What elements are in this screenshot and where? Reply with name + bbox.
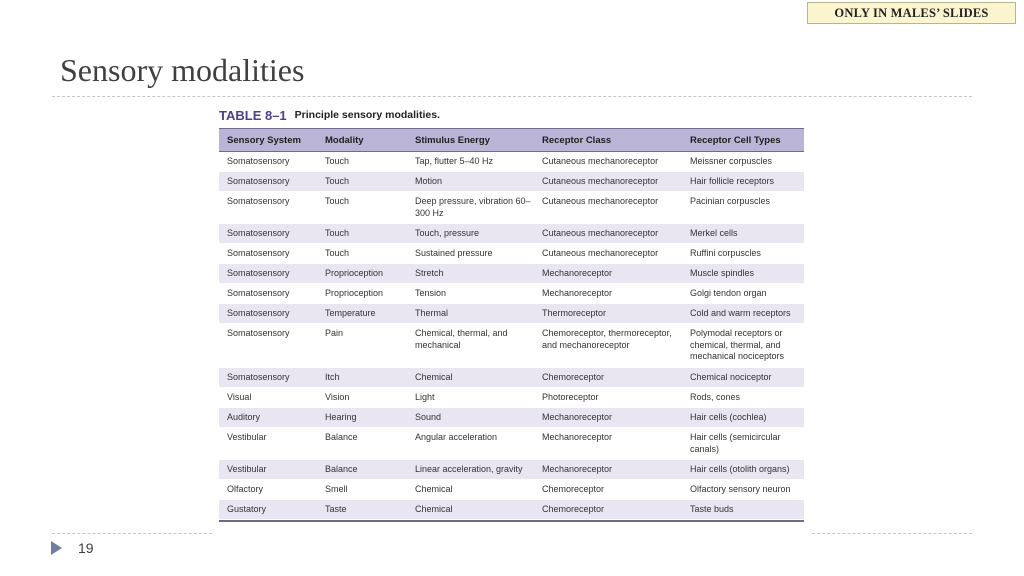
table-cell: Stretch (407, 264, 534, 284)
table-cell: Linear acceleration, gravity (407, 460, 534, 480)
table-row (219, 304, 804, 324)
table-cell: Vestibular (219, 460, 317, 480)
table-row (219, 284, 804, 304)
table-cell: Rods, cones (682, 388, 804, 408)
table-cell: Cutaneous mechanoreceptor (534, 172, 682, 192)
table-cell: Itch (317, 368, 407, 388)
footer-divider-right (812, 533, 972, 534)
table-cell: Golgi tendon organ (682, 284, 804, 304)
table-cell: Somatosensory (219, 304, 317, 324)
table-cell: Proprioception (317, 284, 407, 304)
table-cell: Ruffini corpuscles (682, 244, 804, 264)
table-cell: Mechanoreceptor (534, 428, 682, 460)
only-in-males-slides-badge: ONLY IN MALES’ SLIDES (807, 2, 1016, 24)
table-row (219, 192, 804, 224)
table-label: TABLE 8–1 (219, 107, 287, 123)
table-row (219, 244, 804, 264)
sensory-modalities-table-figure (219, 105, 804, 522)
table-row (219, 428, 804, 460)
table-cell: Proprioception (317, 264, 407, 284)
slide-title: Sensory modalities (60, 52, 305, 88)
table-cell: Hearing (317, 408, 407, 428)
table-cell: Somatosensory (219, 324, 317, 368)
table-cell: Chemical, thermal, and mechanical (407, 324, 534, 368)
table-row (219, 172, 804, 192)
header-sensory-system: Sensory System (219, 129, 317, 152)
table-cell: Light (407, 388, 534, 408)
table-cell: Merkel cells (682, 224, 804, 244)
table-cell: Chemical nociceptor (682, 368, 804, 388)
table-bottom-rule (219, 520, 804, 522)
header-modality: Modality (317, 129, 407, 152)
table-row (219, 408, 804, 428)
table-cell: Temperature (317, 304, 407, 324)
table-cell: Hair cells (semicircular canals) (682, 428, 804, 460)
table-cell: Somatosensory (219, 152, 317, 172)
table-cell: Somatosensory (219, 172, 317, 192)
table-cell: Touch (317, 224, 407, 244)
table-row (219, 480, 804, 500)
table-cell: Chemical (407, 368, 534, 388)
table-cell: Visual (219, 388, 317, 408)
table-cell: Somatosensory (219, 192, 317, 224)
table-cell: Hair follicle receptors (682, 172, 804, 192)
table-cell: Touch (317, 244, 407, 264)
table-caption (219, 105, 804, 125)
table-row (219, 368, 804, 388)
table-cell: Cutaneous mechanoreceptor (534, 152, 682, 172)
table-cell: Chemical (407, 500, 534, 520)
table-cell: Photoreceptor (534, 388, 682, 408)
table-cell: Auditory (219, 408, 317, 428)
table-header-row (219, 129, 804, 152)
table-cell: Tension (407, 284, 534, 304)
table-cell: Mechanoreceptor (534, 284, 682, 304)
table-cell: Sustained pressure (407, 244, 534, 264)
table-cell: Olfactory sensory neuron (682, 480, 804, 500)
table-cell: Touch (317, 152, 407, 172)
table-cell: Somatosensory (219, 284, 317, 304)
table-cell: Motion (407, 172, 534, 192)
table-cell: Deep pressure, vibration 60–300 Hz (407, 192, 534, 224)
table-cell: Muscle spindles (682, 264, 804, 284)
table-cell: Pacinian corpuscles (682, 192, 804, 224)
table-row (219, 324, 804, 368)
table-cell: Somatosensory (219, 224, 317, 244)
table-cell: Pain (317, 324, 407, 368)
title-divider (52, 96, 972, 97)
table-cell: Balance (317, 428, 407, 460)
page-number: 19 (78, 540, 94, 556)
table-caption-text: Principle sensory modalities. (294, 109, 440, 121)
table-cell: Mechanoreceptor (534, 460, 682, 480)
header-stimulus-energy: Stimulus Energy (407, 129, 534, 152)
header-receptor-class: Receptor Class (534, 129, 682, 152)
table-cell: Sound (407, 408, 534, 428)
table-cell: Touch, pressure (407, 224, 534, 244)
table-cell: Cutaneous mechanoreceptor (534, 224, 682, 244)
table-row (219, 264, 804, 284)
table-cell: Chemical (407, 480, 534, 500)
table-cell: Touch (317, 172, 407, 192)
table-cell: Taste buds (682, 500, 804, 520)
table-cell: Cutaneous mechanoreceptor (534, 244, 682, 264)
table-cell: Somatosensory (219, 368, 317, 388)
table-cell: Cold and warm receptors (682, 304, 804, 324)
table-cell: Chemoreceptor (534, 480, 682, 500)
table-row (219, 500, 804, 520)
table-cell: Thermal (407, 304, 534, 324)
table-cell: Taste (317, 500, 407, 520)
table-cell: Smell (317, 480, 407, 500)
table-cell: Gustatory (219, 500, 317, 520)
table-cell: Angular acceleration (407, 428, 534, 460)
table-row (219, 460, 804, 480)
table-cell: Polymodal receptors or chemical, thermal, and mechanical nociceptors (682, 324, 804, 368)
table-cell: Mechanoreceptor (534, 264, 682, 284)
table-cell: Hair cells (cochlea) (682, 408, 804, 428)
table-cell: Somatosensory (219, 244, 317, 264)
header-receptor-cell-types: Receptor Cell Types (682, 129, 804, 152)
table-cell: Vision (317, 388, 407, 408)
table-row (219, 152, 804, 172)
table-cell: Vestibular (219, 428, 317, 460)
table-row (219, 388, 804, 408)
table-cell: Somatosensory (219, 264, 317, 284)
table-cell: Thermoreceptor (534, 304, 682, 324)
play-triangle-icon (51, 541, 62, 555)
table-cell: Tap, flutter 5–40 Hz (407, 152, 534, 172)
table-cell: Chemoreceptor (534, 500, 682, 520)
footer-divider-left (52, 533, 212, 534)
table-cell: Meissner corpuscles (682, 152, 804, 172)
table-row (219, 224, 804, 244)
table-cell: Hair cells (otolith organs) (682, 460, 804, 480)
table-cell: Chemoreceptor, thermoreceptor, and mechanoreceptor (534, 324, 682, 368)
table-cell: Cutaneous mechanoreceptor (534, 192, 682, 224)
table-cell: Balance (317, 460, 407, 480)
table-cell: Chemoreceptor (534, 368, 682, 388)
sensory-modalities-table (219, 128, 804, 520)
table-cell: Olfactory (219, 480, 317, 500)
table-cell: Mechanoreceptor (534, 408, 682, 428)
table-cell: Touch (317, 192, 407, 224)
